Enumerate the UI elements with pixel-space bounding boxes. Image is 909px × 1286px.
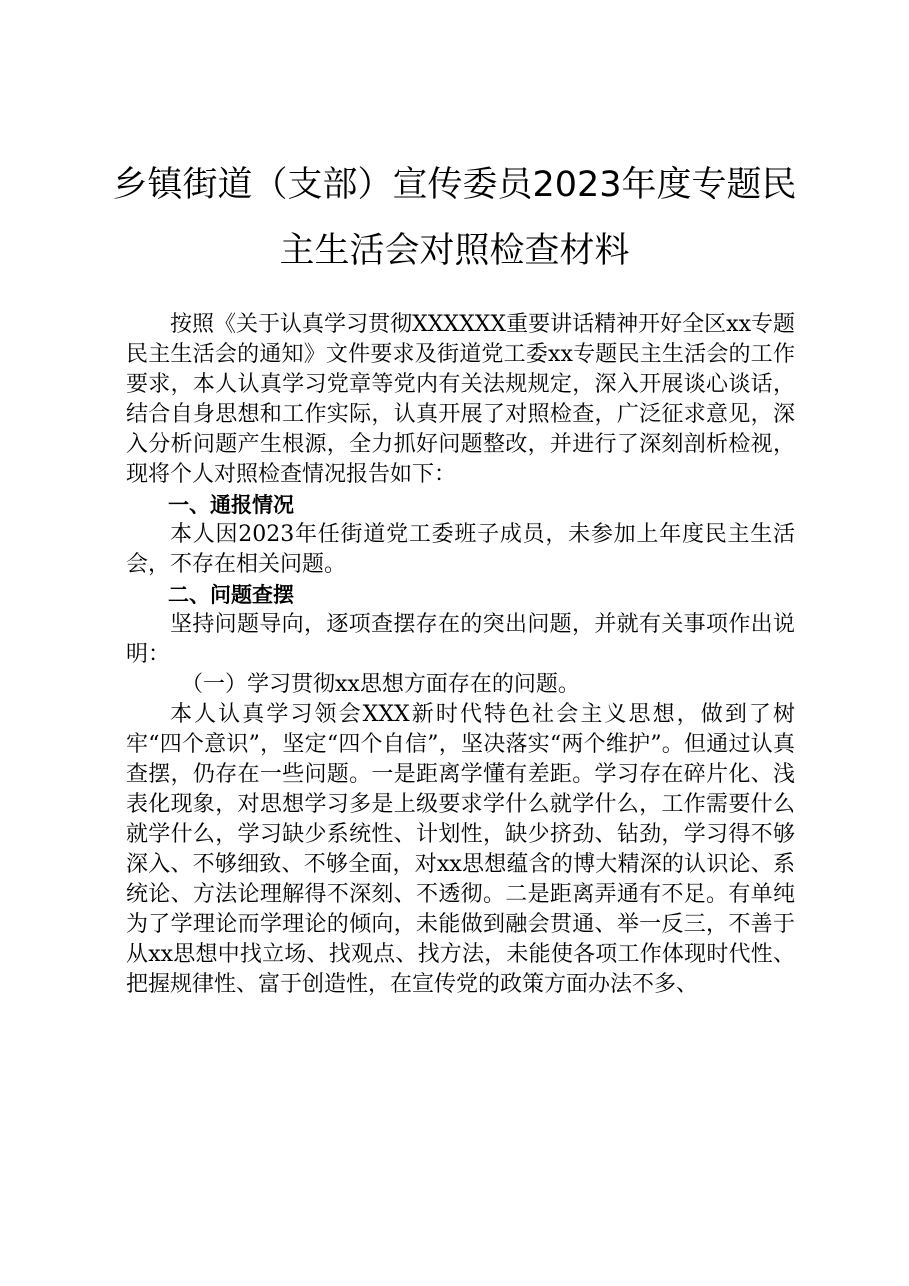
section-heading-1: 一、通报情况 <box>168 493 294 517</box>
document-body <box>126 310 795 1000</box>
section-2-intro-paragraph: 坚持问题导向，逐项查摆存在的突出问题，并就有关事项作出说明： <box>126 612 795 667</box>
section-heading-2: 二、问题查摆 <box>168 583 294 607</box>
document-title-line-1: 乡镇街道（支部）宣传委员2023年度专题民 <box>112 165 797 205</box>
section-1-paragraph: 本人因2023年任街道党工委班子成员，未参加上年度民主生活会，不存在相关问题。 <box>126 522 795 577</box>
subsection-1-paragraph: 本人认真学习领会XXX新时代特色社会主义思想，做到了树牢“四个意识”，坚定“四个自信”，坚决落实“两个维护”。但通过认真查摆，仍存在一些问题。一是距离学懂有差距。学习存在碎片化、浅表化现象，对思想学习多是上级要求学什么就学什么，工作需要什么就学什么，学习缺少系统性、计划性，缺少挤劲、钻劲，学习得不够深入、不够细致、不够全面，对xx思想蕴含的博大精深的认识论、系统论、方法论理解得不深刻、不透彻。二是距离弄通有不足。有单纯为了学理论而学理论的倾向，未能做到融会贯通、举一反三，不善于从xx思想中找立场、找观点、找方法，未能使各项工作体现时代性、把握规律性、富于创造性，在宣传党的政策方面办法不多、 <box>126 702 795 997</box>
intro-paragraph: 按照《关于认真学习贯彻XXXXXX重要讲话精神开好全区xx专题民主生活会的通知》文件要求及街道党工委xx专题民主生活会的工作要求，本人认真学习党章等党内有关法规规定，深入开展谈心谈话，结合自身思想和工作实际，认真开展了对照检查，广泛征求意见，深入分析问题产生根源，全力抓好问题整改，并进行了深刻剖析检视，现将个人对照检查情况报告如下： <box>126 312 795 487</box>
document-title-line-2: 主生活会对照检查材料 <box>279 231 630 271</box>
subsection-heading-1: （一）学习贯彻xx思想方面存在的问题。 <box>181 672 580 697</box>
